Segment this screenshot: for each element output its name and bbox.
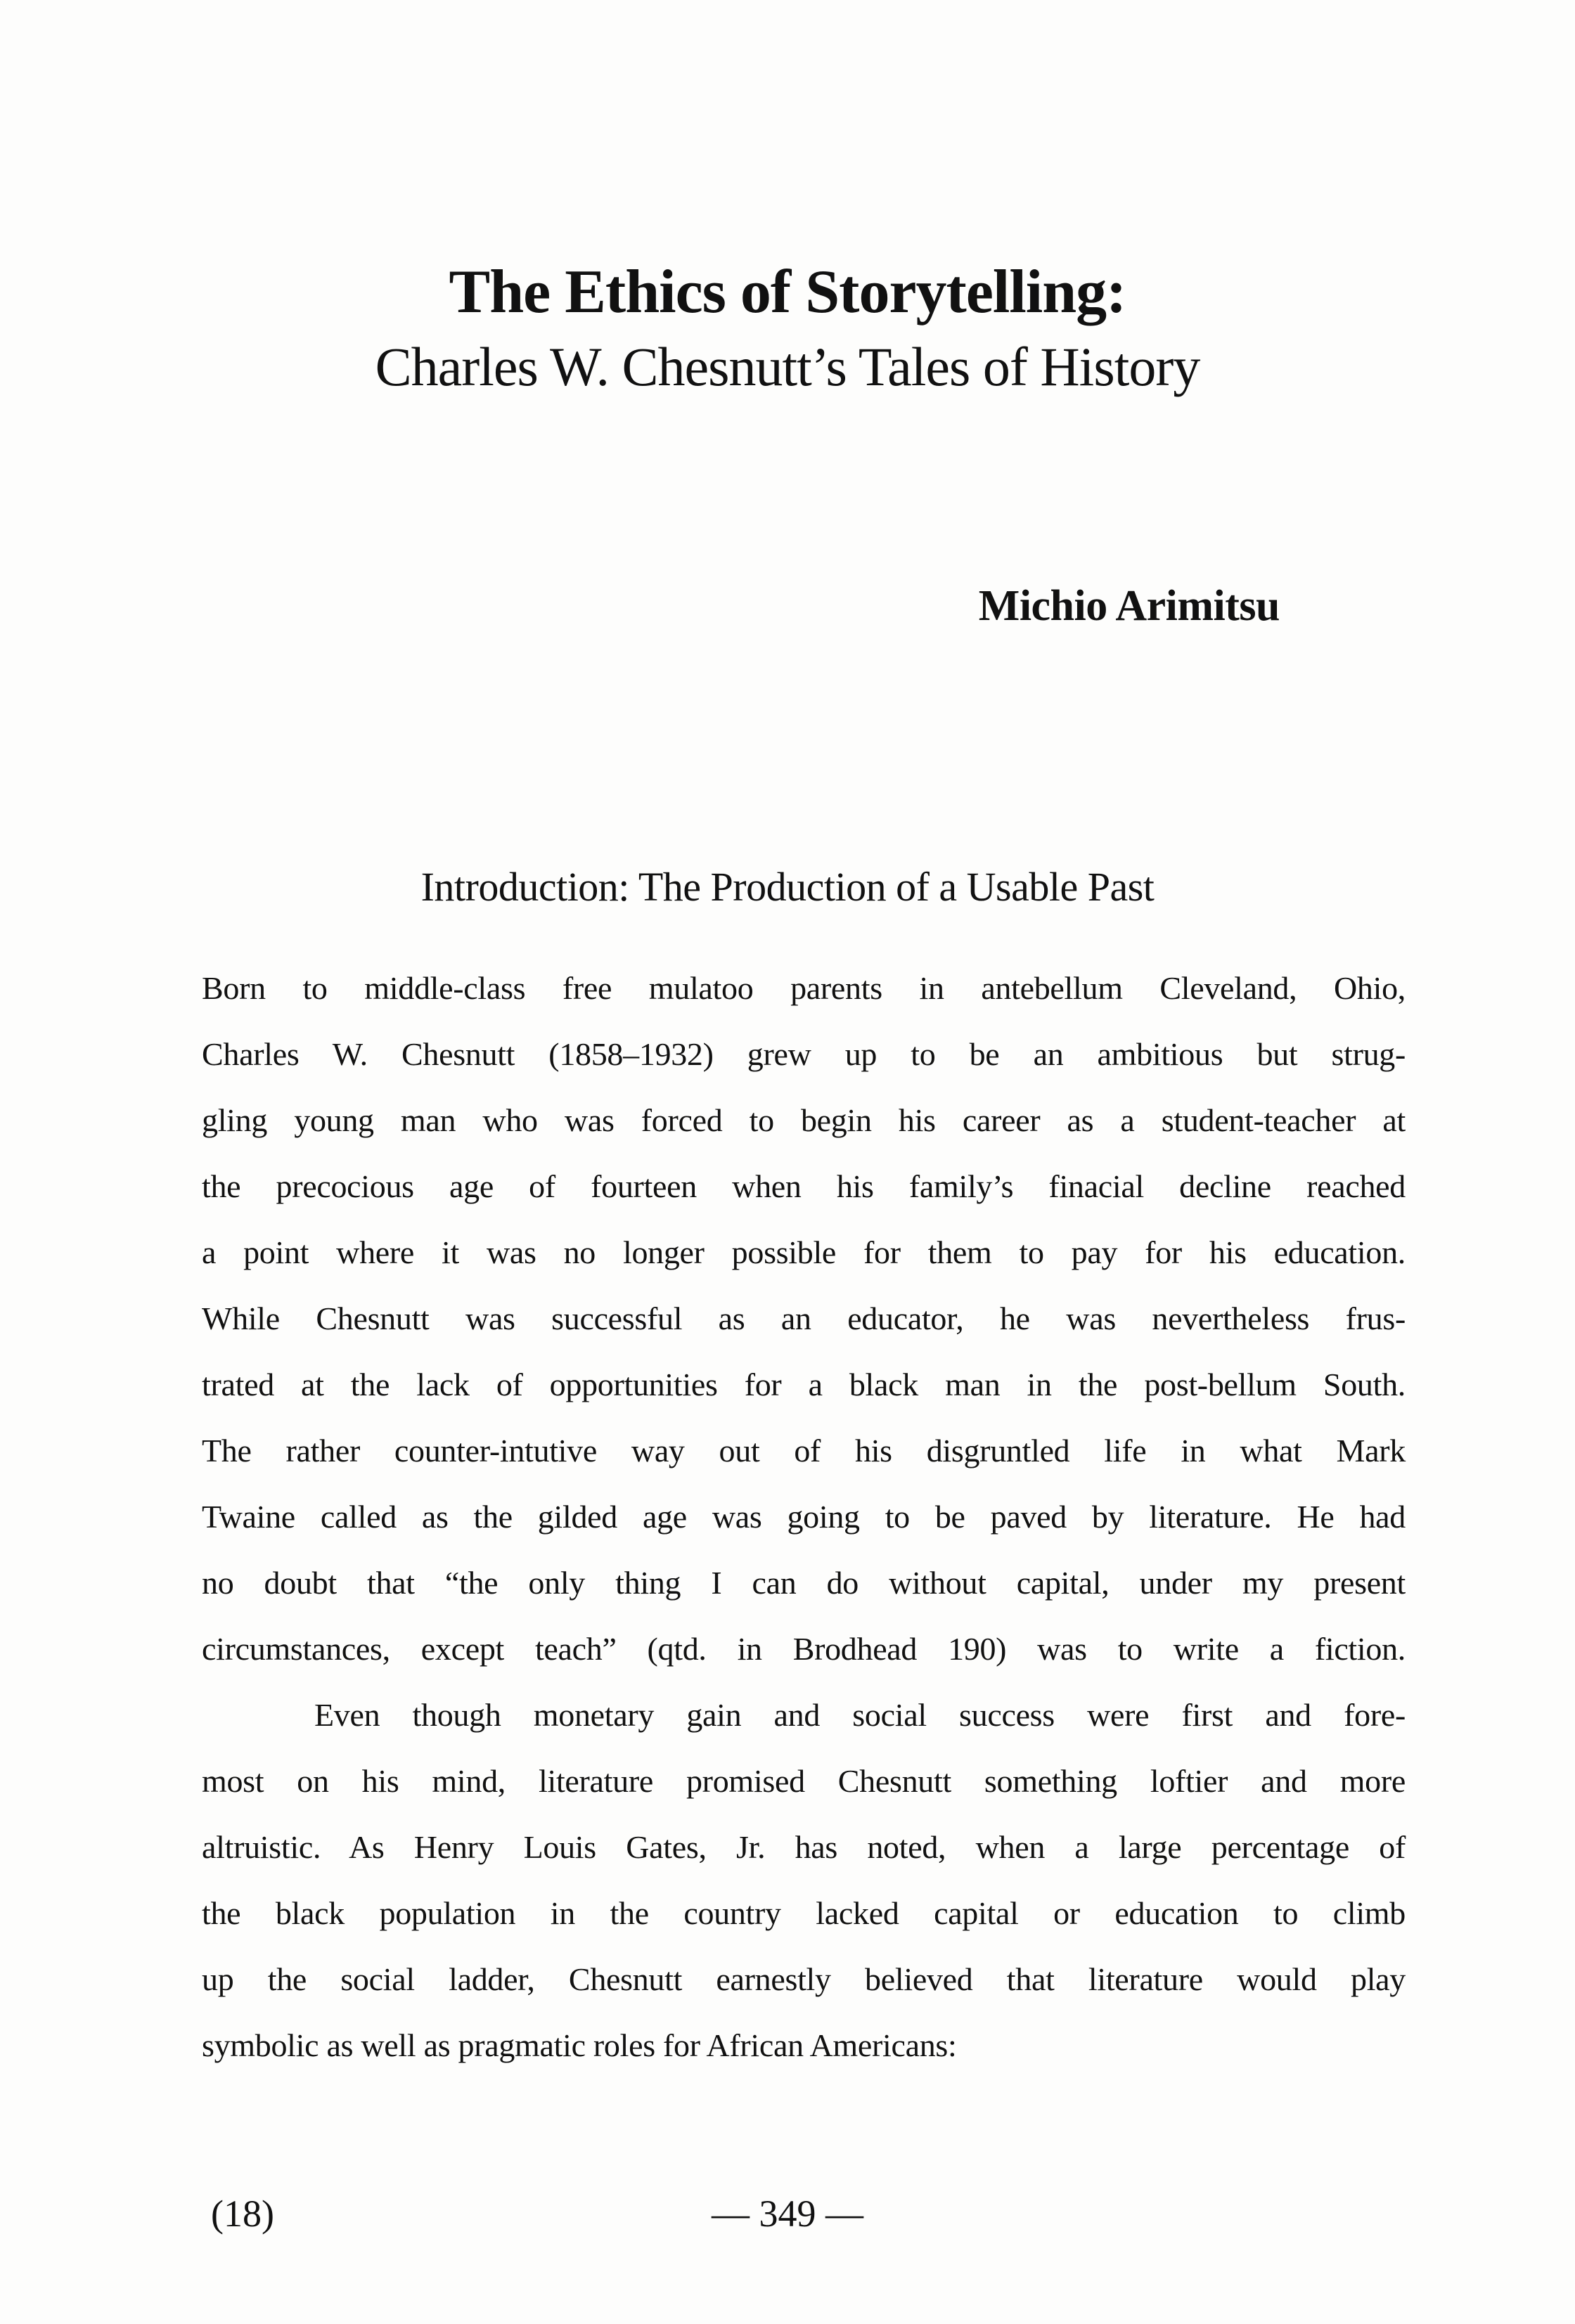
section-heading: Introduction: The Production of a Usable Past — [420, 863, 1155, 910]
article-title-line1: The Ethics of Storytelling: — [449, 258, 1126, 326]
body-line: no doubt that “the only thing I can do without capital, under my present — [202, 1564, 1406, 1601]
body-line: Charles W. Chesnutt (1858–1932) grew up to be an ambitious but strug- — [202, 1035, 1406, 1072]
paragraph — [202, 955, 1406, 1682]
body-line: circumstances, except teach” (qtd. in Brodhead 190) was to write a fiction. — [202, 1630, 1406, 1667]
article-title-block — [0, 0, 1575, 397]
body-line: symbolic as well as pragmatic roles for African Americans: — [202, 2027, 957, 2063]
body-line: The rather counter-intutive way out of his disgruntled life in what Mark — [202, 1432, 1406, 1468]
body-line: Even though monetary gain and social success were first and fore- — [314, 1696, 1406, 1733]
body-line: a point where it was no longer possible for them to pay for his education. — [202, 1234, 1406, 1270]
body-line: altruistic. As Henry Louis Gates, Jr. has noted, when a large percentage of — [202, 1828, 1406, 1865]
body-line: Born to middle-class free mulatoo parents in antebellum Cleveland, Ohio, — [202, 969, 1406, 1006]
author-row — [0, 581, 1575, 631]
body-line: most on his mind, literature promised Chesnutt something loftier and more — [202, 1762, 1406, 1799]
page-footer — [0, 2192, 1575, 2235]
body-line: gling young man who was forced to begin his career as a student-teacher at — [202, 1102, 1406, 1138]
article-title-line2: Charles W. Chesnutt’s Tales of History — [375, 335, 1200, 397]
body-line: up the social ladder, Chesnutt earnestly believed that literature would play — [202, 1961, 1406, 1997]
footer-page-number: — 349 — — [712, 2193, 863, 2235]
body-line: the precocious age of fourteen when his family’s finacial decline reached — [202, 1168, 1406, 1204]
paragraph — [202, 1682, 1406, 2079]
body-line: Twaine called as the gilded age was going to be paved by literature. He had — [202, 1498, 1406, 1535]
body-line: trated at the lack of opportunities for a black man in the post-bellum South. — [202, 1366, 1406, 1402]
footer-issue-number: (18) — [211, 2193, 274, 2235]
body-text — [202, 955, 1406, 2079]
author-name: Michio Arimitsu — [978, 581, 1280, 630]
body-line: the black population in the country lacked capital or education to climb — [202, 1894, 1406, 1931]
body-line: While Chesnutt was successful as an educator, he was nevertheless frus- — [202, 1300, 1406, 1336]
